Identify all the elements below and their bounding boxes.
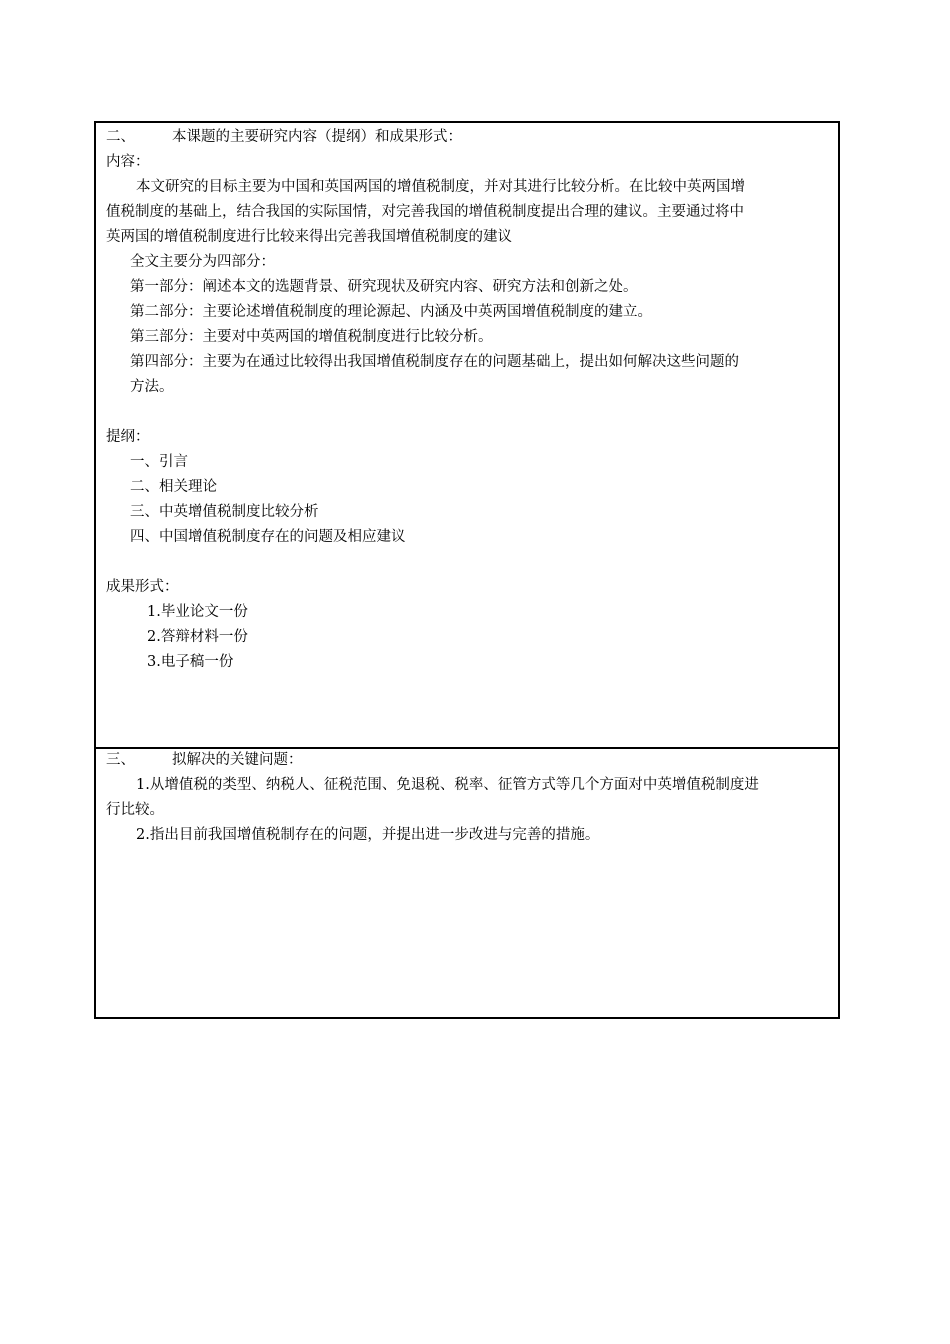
content-paragraph-line-1: 本文研究的目标主要为中国和英国两国的增值税制度，并对其进行比较分析。在比较中英两国增 [136,179,745,195]
outline-item-1: 一、引言 [130,454,188,470]
result-item-1: 1.毕业论文一份 [147,604,248,620]
section-2-title: 本课题的主要研究内容（提纲）和成果形式： [172,129,462,145]
section-research-content [96,123,838,749]
content-paragraph-line-3: 英两国的增值税制度进行比较来得出完善我国增值税制度的建议 [106,229,512,245]
part-1: 第一部分：阐述本文的选题背景、研究现状及研究内容、研究方法和创新之处。 [130,279,638,295]
part-4: 第四部分：主要为在通过比较得出我国增值税制度存在的问题基础上，提出如何解决这些问题的 [130,354,739,370]
section-2-header [96,125,838,150]
outline-item-4: 四、中国增值税制度存在的问题及相应建议 [130,529,406,545]
part-2: 第二部分：主要论述增值税制度的理论源起、内涵及中英两国增值税制度的建立。 [130,304,652,320]
section-key-problems [96,747,838,1017]
section-3-number: 三、 [106,752,135,768]
part-3: 第三部分：主要对中英两国的增值税制度进行比较分析。 [130,329,493,345]
part-4-continuation: 方法。 [130,379,174,395]
content-label: 内容： [106,154,150,170]
result-item-2: 2.答辩材料一份 [147,629,248,645]
outline-item-3: 三、中英增值税制度比较分析 [130,504,319,520]
content-paragraph-line-2: 值税制度的基础上，结合我国的实际国情，对完善我国的增值税制度提出合理的建议。主要通过将中 [106,204,744,220]
parts-intro: 全文主要分为四部分： [130,254,275,270]
key-problem-2: 2.指出目前我国增值税制存在的问题，并提出进一步改进与完善的措施。 [136,827,600,843]
section-2-number: 二、 [106,129,135,145]
proposal-form [94,121,840,1019]
outline-label: 提纲： [106,429,150,445]
outline-item-2: 二、相关理论 [130,479,217,495]
section-3-header [96,748,838,773]
key-problem-1-line-1: 1.从增值税的类型、纳税人、征税范围、免退税、税率、征管方式等几个方面对中英增值税制度进 [136,777,759,793]
results-label: 成果形式： [106,579,179,595]
key-problem-1-line-2: 行比较。 [106,802,164,818]
result-item-3: 3.电子稿一份 [147,654,234,670]
section-3-title: 拟解决的关键问题： [172,752,303,768]
